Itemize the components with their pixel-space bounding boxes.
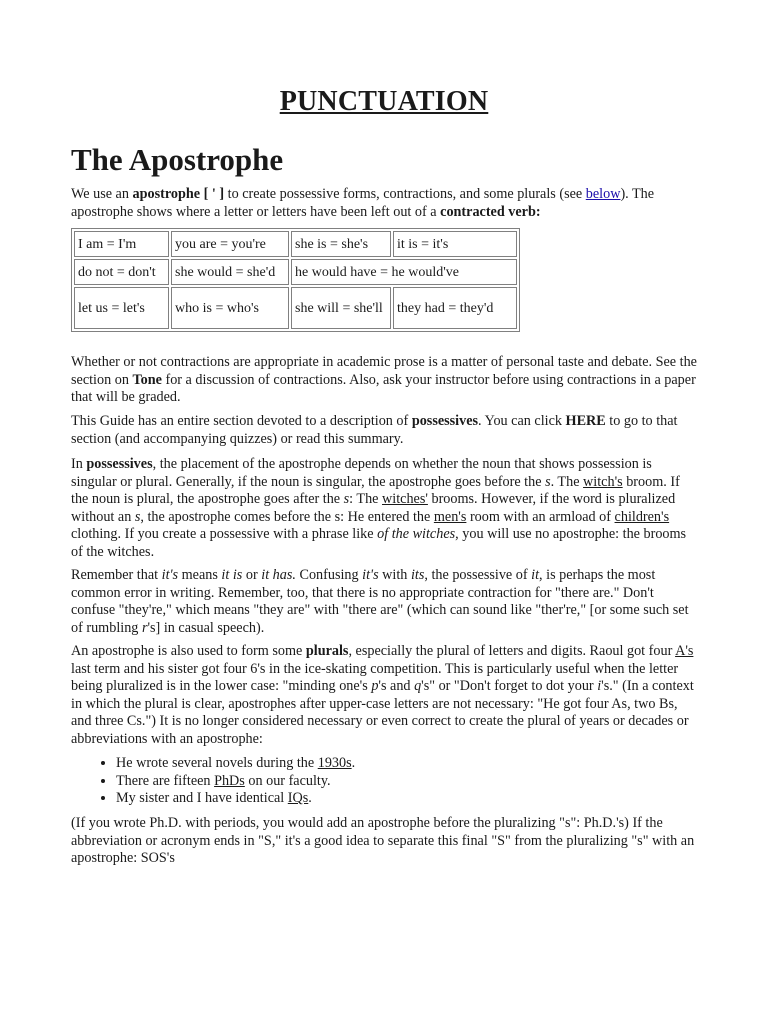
possessives-term: possessives — [411, 413, 479, 429]
text: There are fifteen — [116, 772, 215, 789]
text: with — [378, 567, 411, 583]
text: 's" or "Don't forget to dot your — [421, 678, 598, 694]
table-cell: you are = you're — [171, 231, 289, 257]
text: means — [178, 567, 222, 583]
example-word: A's — [675, 643, 694, 659]
list-item — [116, 773, 355, 791]
plurals-term: plurals — [305, 643, 349, 659]
text: clothing. If you create a possessive with a phrase like — [71, 526, 378, 542]
example-letter: s — [343, 491, 350, 507]
contractions-table — [71, 228, 520, 332]
example-word: witch's — [583, 473, 623, 490]
text: 's." (In a context in which the plural is clear, apostrophes after upper-case letters are not necessary: "He got four As, two Bs, and three Cs.") It is no longer considered necessary or even correct to create the plural of years or decades or abbreviations with an apostrophe: — [71, 678, 694, 747]
text: . — [351, 755, 356, 771]
text: to go to that section (and accompanying quizzes) or read this summary. — [71, 413, 678, 447]
text: ). The apostrophe shows where a letter or letters have been left out of a — [71, 186, 655, 220]
table-cell: she would = she'd — [171, 259, 289, 285]
possessives-term: possessives — [86, 456, 153, 472]
abbreviations-paragraph — [71, 815, 697, 868]
text: . — [308, 790, 312, 806]
apostrophe-term: apostrophe [ ' ] — [132, 186, 225, 202]
text: . The — [550, 473, 584, 490]
example-letter: r — [141, 619, 148, 636]
text: In — [71, 456, 87, 472]
text: to create possessive forms, contractions, and some plurals (see — [224, 186, 586, 202]
example-word: PhDs — [214, 772, 245, 789]
table-row — [74, 231, 517, 257]
table-cell: she is = she's — [291, 231, 391, 257]
example-word: its — [410, 567, 425, 583]
example-letter: q — [414, 678, 422, 694]
text: 's] in casual speech). — [147, 619, 265, 636]
text: , the apostrophe comes before the s: He entered the — [140, 508, 434, 525]
text: last term and his sister got four 6's in the ice-skating competition. This is particularly useful when the letter being pluralized is in the lower case: "minding one's — [71, 660, 679, 694]
its-paragraph — [71, 567, 697, 637]
here-link[interactable]: HERE — [565, 413, 606, 429]
text: 's and — [378, 678, 415, 694]
list-item — [116, 790, 355, 808]
below-link[interactable]: below — [585, 186, 621, 202]
example-phrase: of the witches — [377, 526, 456, 542]
text: , is perhaps the most common error in writing. Remember, too, that there is no appropriate contraction for "there are." Don't confuse "they're," which means "they are" with "there are" (which can sound like "ther're," [or some such set of rumbling — [71, 567, 689, 636]
page-title: PUNCTUATION — [279, 86, 489, 117]
table-cell: I am = I'm — [74, 231, 169, 257]
plurals-list — [71, 755, 355, 808]
example-letter: s — [134, 508, 141, 525]
text: for a discussion of contractions. Also, ask your instructor before using contractions in a paper that will be graded. — [71, 371, 696, 405]
table-cell: it is = it's — [393, 231, 517, 257]
text: This Guide has an entire section devoted to a description of — [71, 413, 412, 429]
text: : The — [349, 491, 383, 507]
tone-term: Tone — [132, 371, 162, 388]
text: Remember that — [71, 567, 162, 583]
text: . You can click — [478, 413, 566, 429]
example-word: children's — [614, 508, 670, 525]
table-row — [74, 259, 517, 285]
text: room with an armload of — [466, 508, 615, 525]
text: My sister and I have identical — [116, 790, 288, 806]
plurals-paragraph — [71, 643, 697, 748]
text: on our faculty. — [244, 772, 331, 789]
text: , the placement of the apostrophe depends on whether the noun that shows possession is singular or plural. Generally, if the noun is singular, the apostrophe goes before the — [71, 456, 652, 490]
text: , especially the plural of letters and digits. Raoul got four — [348, 643, 676, 659]
possessives-guide-paragraph — [71, 413, 697, 448]
text: brooms. However, if the word is pluralized without an — [71, 491, 676, 525]
example-letter: s — [545, 473, 551, 490]
example-word: men's — [433, 508, 467, 525]
table-row — [74, 287, 517, 329]
text: We use an — [71, 186, 133, 202]
table-cell: she will = she'll — [291, 287, 391, 329]
example-word: it — [531, 567, 540, 583]
example-letter: i — [597, 678, 602, 694]
contractions-paragraph — [71, 354, 697, 407]
example-word: it's — [362, 567, 379, 583]
example-word: it's — [161, 567, 179, 583]
text: (If you wrote Ph.D. with periods, you would add an apostrophe before the pluralizing "s": Ph.D.'s) If the abbreviation or acronym ends in "S," it's a good idea to separate this final "S" from the pluralizing "s" with an apostrophe: SOS's — [71, 815, 695, 866]
text: , the possessive of — [424, 567, 532, 583]
table-cell: they had = they'd — [393, 287, 517, 329]
contracted-verb-term: contracted verb: — [440, 203, 541, 220]
example-word: it is — [221, 567, 243, 583]
text: or — [242, 567, 262, 583]
section-heading: The Apostrophe — [71, 142, 284, 177]
intro-paragraph — [71, 186, 697, 221]
text: broom. If the noun is plural, the apostrophe goes after the — [71, 473, 680, 507]
example-letter: p — [371, 678, 379, 694]
example-word: witches' — [382, 491, 428, 507]
list-item — [116, 755, 355, 773]
table-cell: let us = let's — [74, 287, 169, 329]
text: Whether or not contractions are appropriate in academic prose is a matter of personal taste and debate. See the section on — [71, 354, 697, 388]
table-cell: who is = who's — [171, 287, 289, 329]
possessives-paragraph — [71, 456, 697, 561]
text: He wrote several novels during the — [116, 755, 318, 771]
text: Confusing — [295, 567, 363, 583]
table-cell: do not = don't — [74, 259, 169, 285]
example-word: IQs — [287, 790, 309, 806]
example-word: 1930s — [317, 755, 352, 771]
example-word: it has. — [261, 567, 296, 583]
text: An apostrophe is also used to form some — [71, 643, 306, 659]
text: , you will use no apostrophe: the brooms of the witches. — [71, 526, 687, 560]
table-cell: he would have = he would've — [291, 259, 517, 285]
